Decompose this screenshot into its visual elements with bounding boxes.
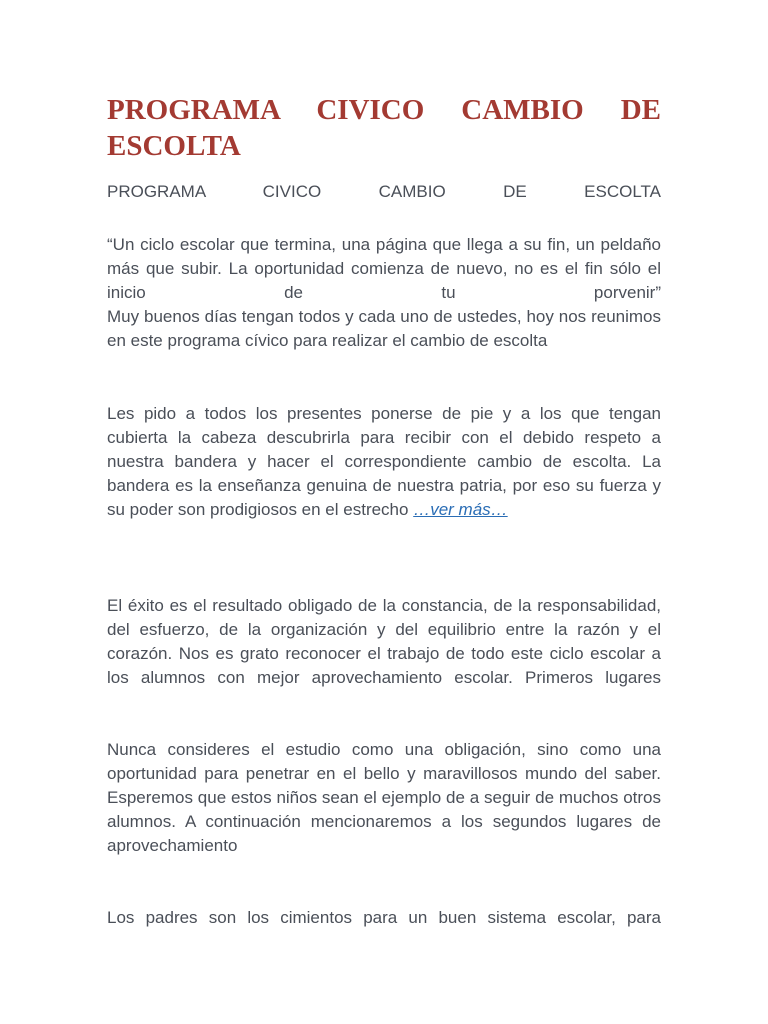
quote-paragraph: [107, 233, 661, 353]
read-more-link[interactable]: …ver más…: [413, 500, 508, 519]
study-paragraph: [107, 738, 661, 858]
quote-text: “Un ciclo escolar que termina, una página que llega a su fin, un peldaño más que subir. La oportunidad comienza de nuevo, no es el fin sólo el inicio de tu porvenir”: [107, 235, 661, 302]
document-title: PROGRAMA CIVICO CAMBIO DE ESCOLTA: [107, 94, 661, 162]
subtitle-text: PROGRAMA CIVICO CAMBIO DE ESCOLTA: [107, 182, 661, 201]
study-text: Nunca consideres el estudio como una obligación, sino como una oportunidad para penetrar en el bello y maravillosos mundo del saber. Esperemos que estos niños sean el ejemplo de a seguir de muchos otros alumnos. A continuación mencionaremos a los segundos lugares de aprovechamiento: [107, 740, 661, 855]
flag-paragraph: [107, 402, 661, 522]
parents-text: Los padres son los cimientos para un buen sistema escolar, para: [107, 908, 661, 927]
success-paragraph: [107, 594, 661, 690]
flag-text: Les pido a todos los presentes ponerse de pie y a los que tengan cubierta la cabeza descubrirla para recibir con el debido respeto a nuestra bandera y hacer el correspondiente cambio de escolta. La bandera es la enseñanza genuina de nuestra patria, por eso su fuerza y su poder son prodigiosos en el estrecho: [107, 404, 661, 519]
success-text: El éxito es el resultado obligado de la constancia, de la responsabilidad, del esfuerzo, de la organización y del equilibrio entre la razón y el corazón. Nos es grato reconocer el trabajo de todo este ciclo escolar a los alumnos con mejor aprovechamiento escolar. Primeros lugares: [107, 596, 661, 687]
greeting-text: Muy buenos días tengan todos y cada uno de ustedes, hoy nos reunimos en este programa cívico para realizar el cambio de escolta: [107, 307, 661, 350]
subtitle-paragraph: [107, 180, 661, 204]
parents-paragraph: [107, 906, 661, 930]
